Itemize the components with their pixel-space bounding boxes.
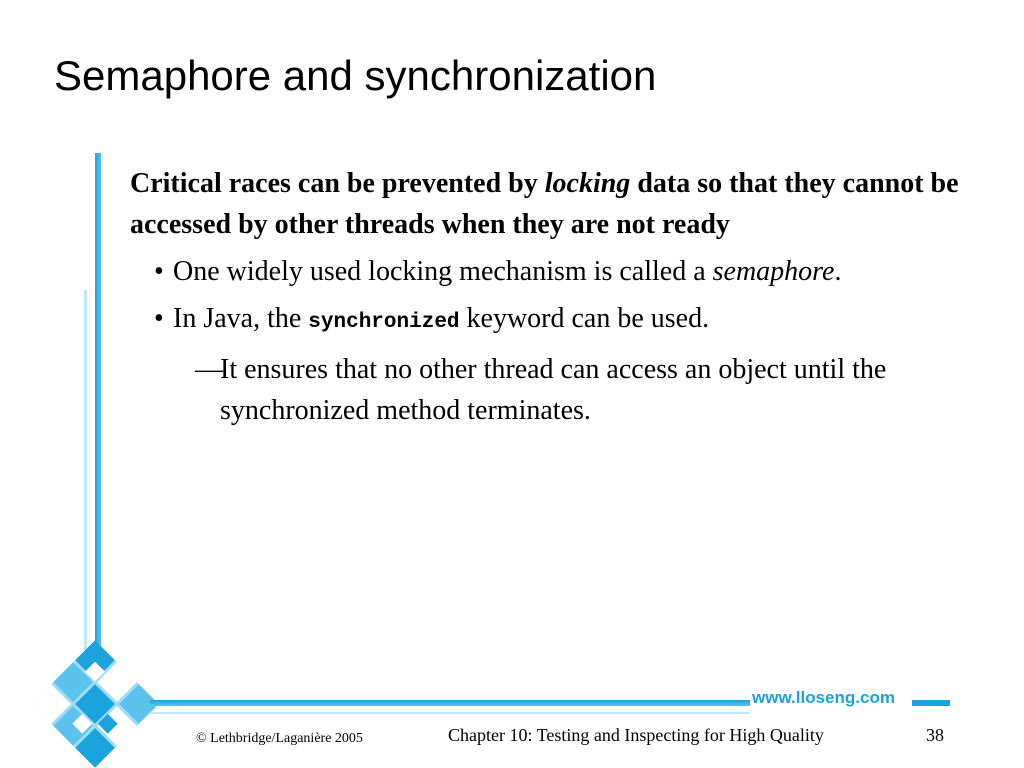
lead-text-part2: data so that they cannot be accessed by other threads when they are not ready: [130, 168, 959, 240]
vertical-accent-bar: [95, 153, 101, 658]
bullet-item: [130, 251, 960, 292]
sub-bullet-item: [130, 349, 960, 431]
diamond-mosaic-logo: [30, 640, 160, 768]
sub-bullet-marker: —: [195, 354, 223, 385]
bullet-marker: •: [154, 256, 164, 287]
slide-body: [130, 163, 960, 431]
horizontal-accent-bar-end: [912, 700, 950, 706]
page-number: 38: [926, 725, 944, 745]
sub-bullet-text: It ensures that no other thread can access an object until the synchronized method terminates.: [220, 354, 887, 426]
bullet-suffix: keyword can be used.: [459, 303, 710, 334]
bullet-text: One widely used locking mechanism is called a: [173, 256, 713, 287]
lead-text-part1: Critical races can be prevented by: [130, 168, 545, 199]
chapter-title: Chapter 10: Testing and Inspecting for High Quality: [448, 725, 824, 745]
code-keyword: synchronized: [308, 311, 460, 334]
horizontal-accent-bar: [150, 700, 750, 706]
lead-emphasis: locking: [544, 168, 631, 199]
copyright-text: © Lethbridge/Laganière 2005: [196, 731, 363, 746]
bullet-marker: •: [154, 303, 164, 334]
slide-title: Semaphore and synchronization: [54, 52, 657, 99]
bullet-emphasis: semaphore: [712, 256, 835, 287]
vertical-accent-line: [84, 290, 87, 650]
lead-paragraph: [130, 163, 960, 245]
horizontal-accent-line: [150, 712, 750, 714]
website-url: www.lloseng.com: [752, 688, 895, 707]
bullet-item: [130, 298, 960, 343]
bullet-prefix: In Java, the: [173, 303, 309, 334]
bullet-suffix: .: [834, 256, 842, 287]
